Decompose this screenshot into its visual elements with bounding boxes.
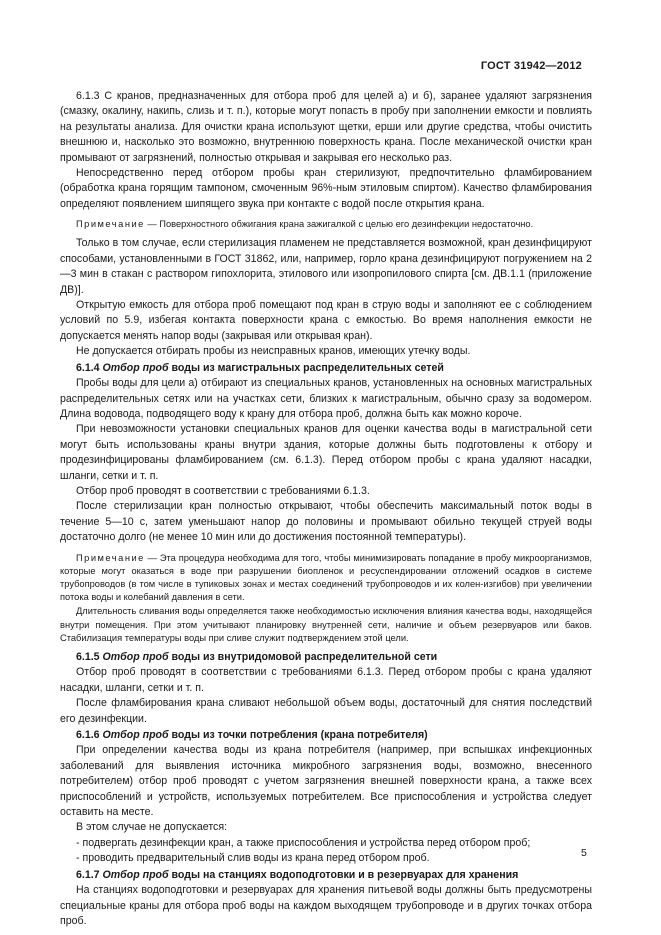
note-label: Примечание — [76, 219, 145, 230]
paragraph: После стерилизации кран полностью открывают, чтобы обеспечить максимальный поток воды в течение 5—10 с, затем уменьшают напор до половины и промывают обильно текущей струей воды достаточно долго (не менее 10 мин или до достижения постоянной температуры). — [60, 500, 592, 544]
note-label: Примечание — [76, 552, 145, 563]
standard-number-header: ГОСТ 31942—2012 — [480, 60, 582, 72]
page-number: 5 — [581, 847, 587, 859]
paragraph: После фламбирования крана сливают небольшой объем воды, достаточный для снятия последствий его дезинфекции. — [60, 697, 592, 725]
paragraph: Не допускается отбирать пробы из неисправных кранов, имеющих утечку воды. — [76, 345, 471, 358]
section-heading-6-1-4 — [60, 361, 592, 376]
section-heading-6-1-6 — [60, 728, 592, 743]
paragraph: На станциях водоподготовки и резервуарах для хранения питьевой воды должны быть предусмотрены специальные краны для отбора проб воды на каждом выходящем трубопроводе и в других точках отбора проб. — [60, 884, 592, 927]
section-heading-6-1-7 — [60, 868, 592, 883]
section-number: 6.1.7 — [76, 868, 100, 881]
note-text: — Эта процедура необходима для того, чтобы минимизировать попадание в пробу микроорганизмов, которые могут оказаться в воде при разрушении биопленок и ресуспендировании отложений осадков в системе трубопроводов (в том числе в тупиковых зонах и местах соединений трубопроводов и их колен-изгибов) при увеличении потока воды и колебаний давления в сети. — [60, 552, 592, 603]
section-number: 6.1.4 — [76, 361, 100, 374]
paragraph: При невозможности установки специальных кранов для оценки качества воды в магистральной сети могут быть использованы краны внутри здания, которые должны быть подготовлены к отбору и продезинфицированы фламбированием (см. 6.1.3). Перед отбором пробы с крана удаляют насадки, шланги, сетки и т. п. — [60, 423, 592, 482]
section-heading-italic: Отбор проб — [102, 361, 169, 374]
note — [60, 552, 592, 605]
section-heading-italic: Отбор проб — [102, 651, 169, 663]
paragraph: Пробы воды для цели а) отбирают из специальных кранов, установленных на основных магистральных распределительных сетях или на участках сети, близких к магистральным, обычно сразу за водомером. Длина водовода, подводящего воду к крану для отбора проб, должна быть как можно короче. — [60, 377, 592, 420]
section-heading-italic: Отбор проб — [102, 729, 169, 742]
section-heading-6-1-5 — [60, 650, 592, 665]
paragraph: При определении качества воды из крана потребителя (например, при вспышках инфекционных заболеваний для выявления источника микробного загрязнения воды, возможно, внесенного потребителем) отбор проб проводят с учетом загрязнения внешней поверхности крана, а также всех приспособлений и устройств, используемых потребителем. Все приспособления и устройства следует оставить на месте. — [60, 744, 592, 819]
list-item: - подвергать дезинфекции кран, а также приспособления и устройства перед отбором проб; — [76, 836, 531, 849]
section-number: 6.1.5 — [76, 651, 100, 663]
paragraph: Только в том случае, если стерилизация пламенем не представляется возможной, кран дезинфицируют способами, установленными в ГОСТ 31862, или, например, горло крана дезинфицируют погружением на 2—3 мин в стакан с раствором гипохлорита, этилового или изопропилового спирта [см. ДВ.1.1 (приложение ДВ)]. — [60, 237, 592, 296]
section-heading-text: воды из магистральных распределительных сетей — [168, 361, 444, 374]
section-number: 6.1.6 — [76, 729, 100, 742]
paragraph: Непосредственно перед отбором пробы кран стерилизуют, предпочтительно фламбированием (обработка крана горящим тампоном, смоченным 96%-ным этиловым спиртом). Качество фламбирования определяют появлением шипящего звука при контакте с водой после открытия крана. — [60, 167, 592, 210]
section-heading-text: воды из внутридомовой распределительной сети — [168, 651, 438, 663]
note-text: — Поверхностного обжигания крана зажигалкой с целью его дезинфекции недостаточно. — [144, 219, 534, 230]
paragraph: Отбор проб проводят в соответствии с требованиями 6.1.3. — [76, 484, 370, 497]
paragraph: Открытую емкость для отбора проб помещают под кран в струю воды и заполняют ее с соблюдением условий по 5.9, избегая контакта поверхности крана с емкостью. Во время наполнения емкости не допускается менять напор воды (закрывая или открывая кран). — [60, 299, 592, 342]
note-continuation: Длительность сливания воды определяется также необходимостью исключения влияния качества воды, находящейся внутри помещения. При этом учитывают планировку внутренней сети, наличие и объем резервуаров или баков. Стабилизация температуры воды при сливе служит подтверждением этой цели. — [60, 606, 592, 643]
note — [60, 218, 592, 231]
paragraph: В этом случае не допускается: — [76, 821, 228, 834]
list-item: - проводить предварительный слив воды из крана перед отбором проб. — [76, 852, 430, 865]
section-heading-italic: Отбор проб — [102, 868, 169, 881]
document-body — [60, 89, 592, 929]
section-heading-text: воды на станциях водоподготовки и в резервуарах для хранения — [168, 868, 519, 881]
paragraph: 6.1.3 С кранов, предназначенных для отбора проб для целей а) и б), заранее удаляют загрязнения (смазку, окалину, накипь, слизь и т. п.), которые могут попасть в пробу при заполнении емкости и повлиять на результаты анализа. Для очистки крана используют щетки, ерши или другие средства, чтобы очистить внешнюю и, насколько это возможно, внутреннюю поверхность крана. После механической очистки кран промывают от загрязнений, полностью открывая и закрывая его несколько раз. — [60, 90, 592, 164]
section-heading-text: воды из точки потребления (крана потребителя) — [168, 729, 428, 742]
paragraph: Отбор проб проводят в соответствии с требованиями 6.1.3. Перед отбором пробы с крана удаляют насадки, шланги, сетки и т. п. — [60, 666, 592, 694]
